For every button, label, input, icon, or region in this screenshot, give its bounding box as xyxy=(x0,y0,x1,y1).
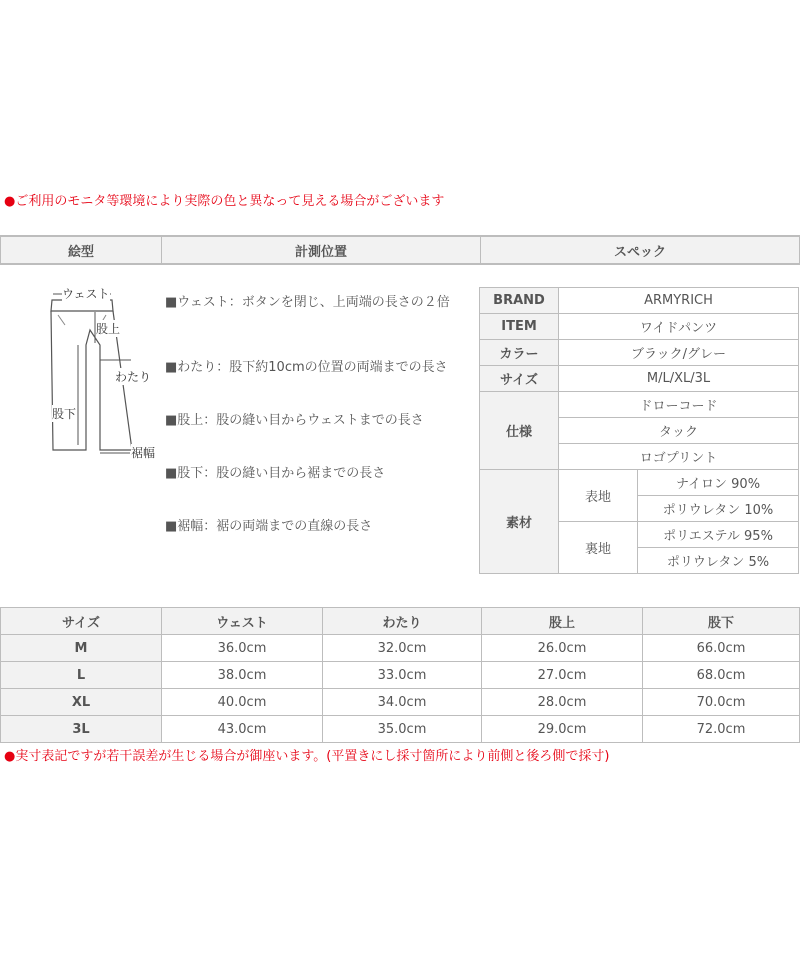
spec-outer-material: ナイロン 90% xyxy=(638,470,799,496)
spec-outer-label: 表地 xyxy=(559,470,638,522)
size-value: 40.0cm xyxy=(162,689,323,716)
size-value: 33.0cm xyxy=(323,662,482,689)
size-value: 38.0cm xyxy=(162,662,323,689)
desc-hem: ■裾幅：裾の両端までの直線の長さ xyxy=(165,519,373,534)
label-hem: 裾幅 xyxy=(131,446,156,460)
size-header: わたり xyxy=(323,608,482,635)
size-value: 43.0cm xyxy=(162,716,323,743)
table-row xyxy=(1,716,800,743)
size-cell: XL xyxy=(1,689,162,716)
label-waist: ウェスト xyxy=(62,287,110,301)
size-value: 29.0cm xyxy=(482,716,643,743)
spec-lining-material: ポリウレタン 5% xyxy=(638,548,799,574)
spec-item: ワイドパンツ xyxy=(559,314,799,340)
size-cell: L xyxy=(1,662,162,689)
label-thigh: わたり xyxy=(115,370,152,384)
spec-material-label: 素材 xyxy=(480,470,559,574)
size-cell: M xyxy=(1,635,162,662)
spec-brand-label: BRAND xyxy=(480,288,559,314)
spec-table xyxy=(479,287,799,574)
size-value: 68.0cm xyxy=(643,662,800,689)
table-row xyxy=(1,662,800,689)
size-value: 66.0cm xyxy=(643,635,800,662)
spec-feature: タック xyxy=(559,418,799,444)
header-measure-position: 計測位置 xyxy=(162,236,481,264)
size-cell: 3L xyxy=(1,716,162,743)
size-value: 32.0cm xyxy=(323,635,482,662)
spec-feature: ドローコード xyxy=(559,392,799,418)
spec-outer-material: ポリウレタン 10% xyxy=(638,496,799,522)
desc-waist: ■ウェスト：ボタンを閉じ、上両端の長さの２倍 xyxy=(165,295,450,310)
spec-color: ブラック/グレー xyxy=(559,340,799,366)
size-header: ウェスト xyxy=(162,608,323,635)
size-header: サイズ xyxy=(1,608,162,635)
size-value: 28.0cm xyxy=(482,689,643,716)
spec-brand: ARMYRICH xyxy=(559,288,799,314)
size-value: 70.0cm xyxy=(643,689,800,716)
spec-lining-label: 裏地 xyxy=(559,522,638,574)
spec-color-label: カラー xyxy=(480,340,559,366)
table-row xyxy=(1,689,800,716)
size-header: 股上 xyxy=(482,608,643,635)
label-inseam: 股下 xyxy=(52,407,77,421)
size-value: 35.0cm xyxy=(323,716,482,743)
spec-item-label: ITEM xyxy=(480,314,559,340)
section-header xyxy=(0,235,800,265)
measurement-notice: ●実寸表記ですが若干誤差が生じる場合が御座います。(平置きにし採寸箇所により前側と後ろ側で採寸) xyxy=(4,749,610,764)
size-value: 27.0cm xyxy=(482,662,643,689)
label-rise: 股上 xyxy=(96,322,121,336)
spec-size: M/L/XL/3L xyxy=(559,366,799,392)
size-header: 股下 xyxy=(643,608,800,635)
size-table xyxy=(0,607,800,743)
table-row xyxy=(1,635,800,662)
spec-size-label: サイズ xyxy=(480,366,559,392)
header-spec: スペック xyxy=(481,236,800,264)
size-value: 36.0cm xyxy=(162,635,323,662)
desc-thigh: ■わたり：股下約10cmの位置の両端までの長さ xyxy=(165,360,448,375)
desc-rise: ■股上：股の縫い目からウェストまでの長さ xyxy=(165,413,424,428)
size-value: 26.0cm xyxy=(482,635,643,662)
size-value: 72.0cm xyxy=(643,716,800,743)
spec-lining-material: ポリエステル 95% xyxy=(638,522,799,548)
header-illustration: 絵型 xyxy=(1,236,162,264)
spec-features-label: 仕様 xyxy=(480,392,559,470)
size-value: 34.0cm xyxy=(323,689,482,716)
color-notice: ●ご利用のモニタ等環境により実際の色と異なって見える場合がございます xyxy=(4,194,445,209)
desc-inseam: ■股下：股の縫い目から裾までの長さ xyxy=(165,466,386,481)
spec-feature: ロゴプリント xyxy=(559,444,799,470)
